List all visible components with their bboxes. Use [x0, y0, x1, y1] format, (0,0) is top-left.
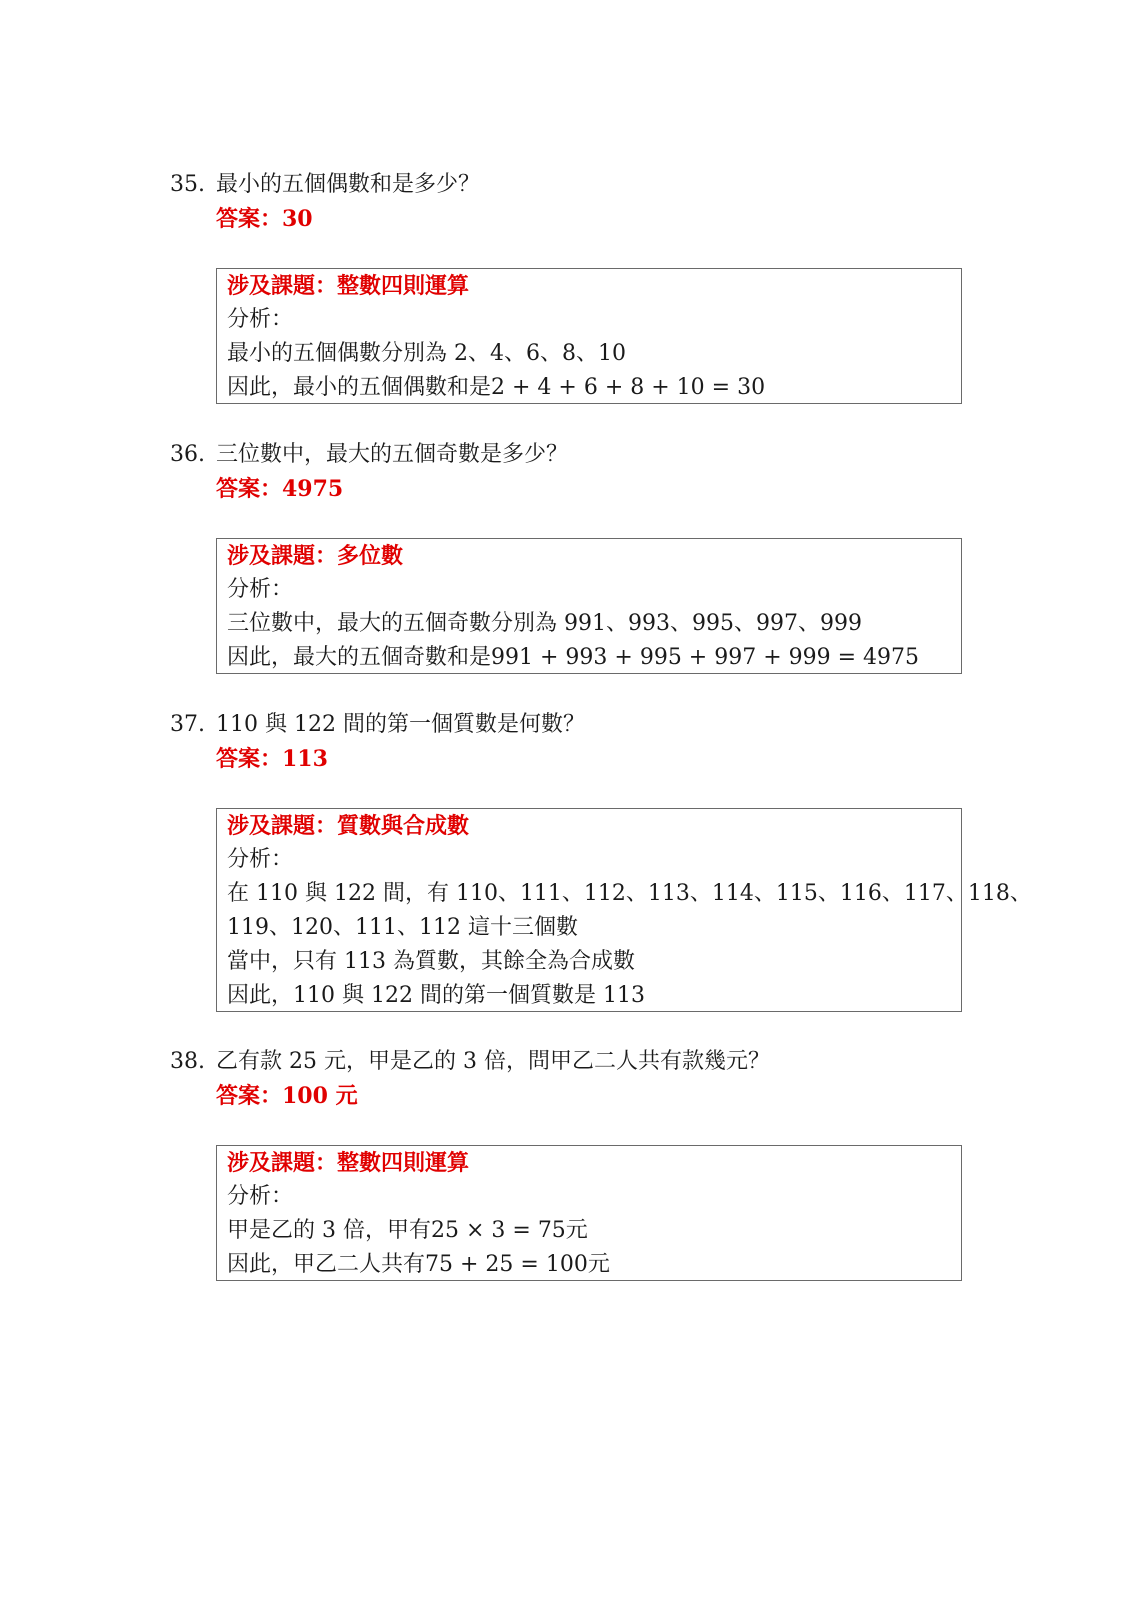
analysis-line: 當中，只有 113 為質數，其餘全為合成數 — [227, 949, 635, 974]
question-number: 37. — [170, 712, 205, 737]
question-number: 38. — [170, 1049, 205, 1074]
question-text — [170, 440, 970, 470]
answer: 答案：30 — [216, 206, 313, 232]
analysis-line: 分析： — [227, 307, 294, 332]
analysis-box-37 — [216, 808, 1032, 1012]
analysis-box-35 — [216, 268, 962, 404]
analysis-box-36 — [216, 538, 962, 674]
topic-label: 涉及課題：質數與合成數 — [227, 813, 470, 839]
analysis-line: 在 110 與 122 間，有 110、111、112、113、114、115、116、117、118、 — [227, 881, 1032, 906]
analysis-line: 因此，最小的五個偶數和是2 + 4 + 6 + 8 + 10 = 30 — [227, 375, 766, 400]
answer: 答案：4975 — [216, 476, 344, 502]
analysis-line: 因此，最大的五個奇數和是991 + 993 + 995 + 997 + 999 = 4975 — [227, 645, 920, 670]
question-text — [170, 710, 970, 740]
analysis-line: 因此，甲乙二人共有75 + 25 = 100元 — [227, 1252, 610, 1277]
question-35 — [170, 170, 970, 234]
question-prompt: 110 與 122 間的第一個質數是何數？ — [216, 712, 585, 737]
analysis-line: 三位數中，最大的五個奇數分別為 991、993、995、997、999 — [227, 611, 862, 636]
question-prompt: 最小的五個偶數和是多少？ — [216, 172, 481, 197]
question-37 — [170, 710, 970, 774]
analysis-line: 因此，110 與 122 間的第一個質數是 113 — [227, 983, 645, 1008]
question-36 — [170, 440, 970, 504]
question-38 — [170, 1047, 970, 1111]
analysis-line: 甲是乙的 3 倍，甲有25 × 3 = 75元 — [227, 1218, 588, 1243]
question-text — [170, 1047, 970, 1077]
topic-label: 涉及課題：多位數 — [227, 543, 404, 569]
question-text — [170, 170, 970, 200]
topic-label: 涉及課題：整數四則運算 — [227, 1150, 470, 1176]
question-number: 35. — [170, 172, 205, 197]
analysis-line: 119、120、111、112 這十三個數 — [227, 915, 578, 940]
topic-label: 涉及課題：整數四則運算 — [227, 273, 470, 299]
question-prompt: 三位數中，最大的五個奇數是多少？ — [216, 442, 569, 467]
answer: 答案：113 — [216, 746, 328, 772]
question-number: 36. — [170, 442, 205, 467]
analysis-box-38 — [216, 1145, 962, 1281]
analysis-line: 分析： — [227, 1184, 294, 1209]
analysis-line: 分析： — [227, 577, 294, 602]
question-prompt: 乙有款 25 元，甲是乙的 3 倍，問甲乙二人共有款幾元？ — [216, 1049, 770, 1074]
analysis-line: 分析： — [227, 847, 294, 872]
analysis-line: 最小的五個偶數分別為 2、4、6、8、10 — [227, 341, 626, 366]
answer: 答案：100 元 — [216, 1083, 358, 1109]
